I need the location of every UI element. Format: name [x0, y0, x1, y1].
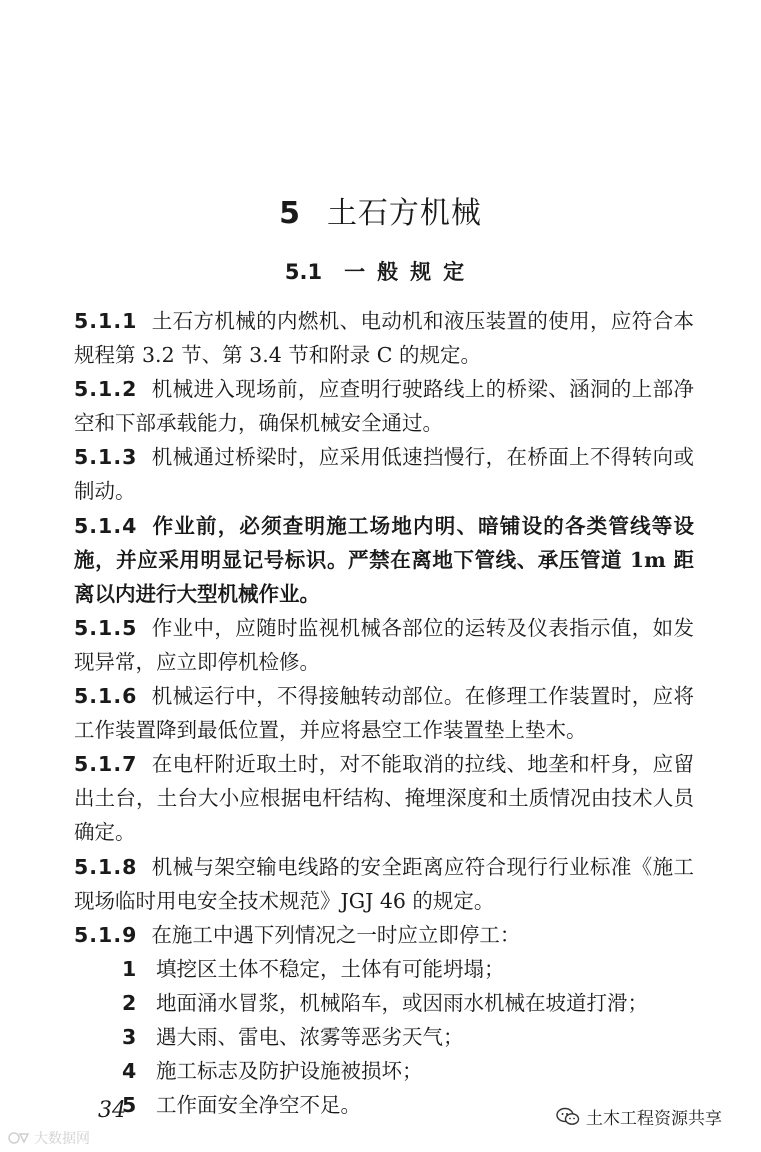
clause-5-1-7 [74, 747, 694, 849]
logo-icon [8, 1131, 30, 1145]
list-item-text: 填挖区土体不稳定，土体有可能坍塌； [156, 956, 505, 981]
clause-5-1-1 [74, 304, 694, 372]
watermark-account-name: 土木工程资源共享 [586, 1109, 722, 1129]
list-item-text: 遇大雨、雷电、浓雾等恶劣天气； [156, 1024, 464, 1049]
section-title [0, 256, 761, 286]
list-item-number: 5 [122, 1093, 137, 1118]
clause-5-1-3 [74, 440, 694, 508]
body-text [74, 304, 694, 1122]
list-item-text: 地面涌水冒浆，机械陷车，或因雨水机械在坡道打滑； [156, 990, 648, 1015]
list-item-number: 1 [122, 956, 137, 981]
list-item-number: 2 [122, 990, 137, 1015]
list-item [74, 952, 694, 986]
chapter-number: 5 [279, 196, 301, 231]
clause-5-1-9 [74, 918, 694, 952]
list-item [74, 986, 694, 1020]
section-name: 一般规定 [344, 260, 477, 284]
clause-text: 在施工中遇下列情况之一时应立即停工： [151, 922, 521, 947]
list-item-text: 施工标志及防护设施被损坏； [156, 1059, 423, 1084]
clause-text: 机械进入现场前，应查明行驶路线上的桥梁、涵洞的上部净空和下部承载能力，确保机械安全通过。 [74, 377, 694, 436]
list-item-text: 工作面安全净空不足。 [156, 1093, 361, 1118]
clause-number: 5.1.1 [74, 309, 138, 333]
clause-number: 5.1.4 [74, 513, 138, 538]
clause-5-1-5 [74, 611, 694, 679]
list-item [74, 1020, 694, 1054]
list-item-number: 3 [122, 1024, 137, 1049]
clause-text: 机械运行中，不得接触转动部位。在修理工作装置时，应将工作装置降到最低位置，并应将悬空工作装置垫上垫木。 [74, 684, 694, 743]
clause-number: 5.1.7 [74, 752, 138, 777]
watermark-account [556, 1104, 722, 1129]
clause-5-1-8 [74, 850, 694, 918]
clause-5-1-6 [74, 679, 694, 747]
clause-text: 机械与架空输电线路的安全距离应符合现行行业标准《施工现场临时用电安全技术规范》JGJ 46 的规定。 [74, 854, 694, 913]
clause-text: 土石方机械的内燃机、电动机和液压装置的使用，应符合本规程第 3.2 节、第 3.4 节和附录 C 的规定。 [74, 309, 694, 368]
clause-text: 在电杆附近取土时，对不能取消的拉线、地垄和杆身，应留出土台，土台大小应根据电杆结构、掩埋深度和土质情况由技术人员确定。 [74, 752, 694, 845]
clause-text: 机械通过桥梁时，应采用低速挡慢行，在桥面上不得转向或制动。 [74, 445, 694, 504]
chapter-name: 土石方机械 [326, 196, 482, 231]
clause-number: 5.1.3 [74, 445, 138, 470]
watermark-site [8, 1128, 90, 1148]
clause-5-1-2 [74, 372, 694, 440]
watermark-site-name: 大数据网 [34, 1131, 90, 1147]
clause-text: 作业前，必须查明施工场地内明、暗铺设的各类管线等设施，并应采用明显记号标识。严禁在离地下管线、承压管道 1m 距离以内进行大型机械作业。 [74, 513, 694, 606]
clause-5-1-4 [74, 509, 694, 611]
clause-number: 5.1.5 [74, 615, 138, 640]
clause-number: 5.1.9 [74, 922, 138, 947]
clause-text: 作业中，应随时监视机械各部位的运转及仪表指示值，如发现异常，应立即停机检修。 [74, 615, 694, 674]
wechat-icon [556, 1107, 580, 1127]
clause-number: 5.1.8 [74, 854, 138, 879]
list-item-number: 4 [122, 1059, 137, 1084]
section-number: 5.1 [284, 260, 323, 284]
page-number: 34 [98, 1098, 126, 1123]
clause-number: 5.1.6 [74, 684, 138, 709]
clause-number: 5.1.2 [74, 377, 138, 402]
chapter-title [0, 188, 761, 232]
list-item [74, 1054, 694, 1088]
